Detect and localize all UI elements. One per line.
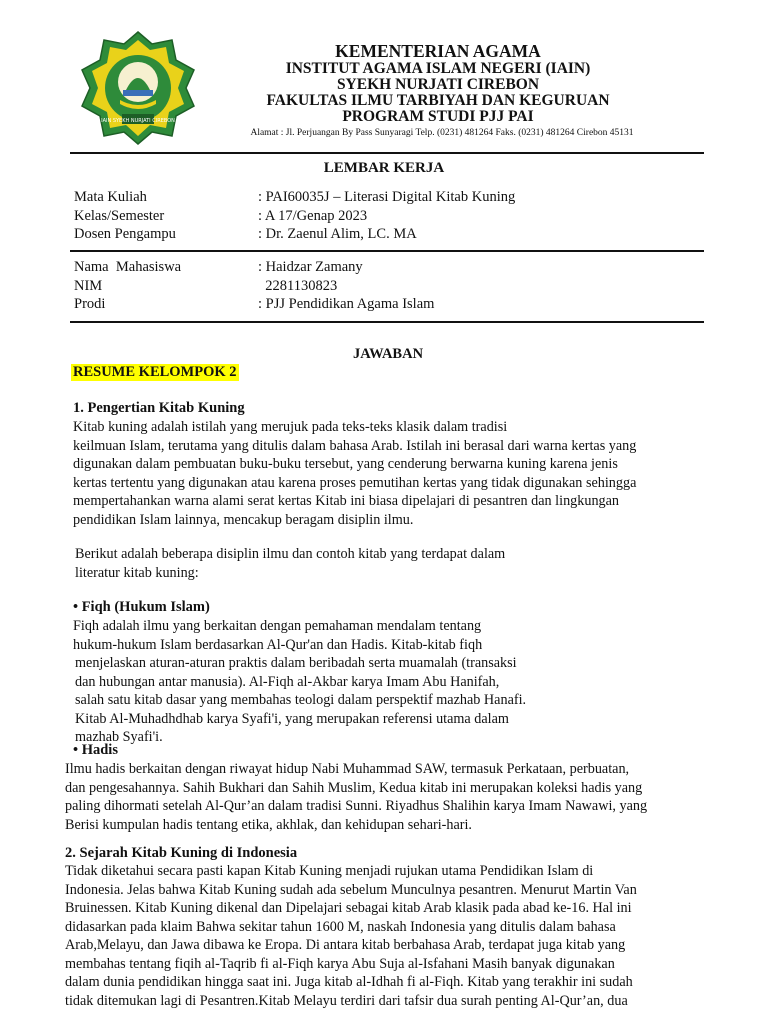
section-1-paragraph-2 [75,545,505,582]
info-divider [70,250,704,252]
hadis-heading: • Hadis [73,742,118,758]
text-line: Arab,Melayu, dan Jawa dibawa ke Eropa. Di antara kitab berbahasa Arab, terdapat juga kitab yang [65,937,626,953]
iain-logo-icon [76,30,200,146]
institution-address: Alamat : Jl. Perjuangan By Pass Sunyaragi Telp. (0231) 481264 Faks. (0231) 481264 Cirebon 45131 [250,128,634,138]
text-line: dan hubungan antar manusia). Al-Fiqh al-Akbar karya Imam Abu Hanifah, [75,673,500,690]
letterhead [240,42,636,125]
text-line: menjelaskan aturan-aturan praktis dalam beribadah serta muamalah (transaksi [75,655,517,671]
text-line: Berikut adalah beberapa disiplin ilmu dan contoh kitab yang terdapat dalam [75,546,506,562]
text-line: hukum-hukum Islam berdasarkan Al-Qur'an dan Hadis. Kitab-kitab fiqh [73,636,483,653]
text-line: keilmuan Islam, terutama yang ditulis dalam bahasa Arab. Istilah ini berasal dari warna kertas yang [73,437,637,454]
text-line: Berisi kumpulan hadis tentang etika, akhlak, dan kehidupan sehari-hari. [65,816,472,833]
info-row-course [74,188,515,207]
hadis-paragraph [65,760,647,834]
header-divider [70,152,704,154]
info-row-name [74,258,434,277]
text-line: literatur kitab kuning: [75,564,199,581]
info-label: Mata Kuliah [74,189,147,205]
text-line: pendidikan Islam lainnya, mencakup beragam disiplin ilmu. [73,511,414,528]
text-line: Bruinessen. Kitab Kuning dikenal dan Dipelajari sebagai kitab Arab klasik pada abad ke-16. Hal ini [65,900,632,916]
info-value: : Haidzar Zamany [258,259,363,275]
text-line: digunakan dalam pembuatan buku-buku tersebut, yang cenderung berwarna kuning karena jenis [73,456,618,472]
info-value: : PAI60035J – Literasi Digital Kitab Kuning [258,189,516,205]
fiqh-paragraph [73,617,526,747]
section-1-paragraph-1 [73,418,636,529]
info-label: Kelas/Semester [74,207,165,224]
text-line: mazhab Syafi'i. [75,729,163,745]
section-1-heading: 1. Pengertian Kitab Kuning [73,400,245,416]
info-value: : Dr. Zaenul Alim, LC. MA [258,226,417,242]
text-line: mempertahankan warna alami serat kertas Kitab ini biasa dipelajari di pesantren dan lingkungan [73,493,620,509]
text-line: Kitab kuning adalah istilah yang merujuk pada teks-teks klasik dalam tradisi [73,419,508,435]
info-value: : A 17/Genap 2023 [258,207,368,224]
student-info [74,258,434,314]
text-line: Fiqh adalah ilmu yang berkaitan dengan pemahaman mendalam tentang [73,618,482,634]
info-label: Dosen Pengampu [74,226,176,242]
ministry-name: KEMENTERIAN AGAMA [335,41,541,61]
faculty-name: FAKULTAS ILMU TARBIYAH DAN KEGURUAN [266,92,610,109]
text-line: paling dihormati setelah Al-Qur’an dalam tradisi Sunni. Riyadhus Shalihin karya Imam Nawawi, yang [65,798,648,814]
resume-label: RESUME KELOMPOK 2 [73,364,237,380]
text-line: dalam dunia pendidikan hingga saat ini. Juga kitab al-Idhah fi al-Fiqh. Kitab yang terakhir ini sudah [65,974,633,990]
institute-subname: SYEKH NURJATI CIREBON [336,76,540,93]
document-title: LEMBAR KERJA [323,160,445,176]
text-line: salah satu kitab dasar yang membahas teologi dalam perspektif mazhab Hanafi. [75,692,527,708]
info-label: NIM [74,277,103,294]
info-row-nim [74,277,434,296]
info-row-prodi [74,295,434,314]
fiqh-heading: • Fiqh (Hukum Islam) [73,599,210,615]
info-row-lecturer [74,225,515,244]
answer-title: JAWABAN [352,346,424,362]
text-line: membahas tentang fiqih al-Taqrib fi al-Fiqh karya Abu Suja al-Isfahani Masih banyak digunakan [65,955,615,972]
text-line: Ilmu hadis berkaitan dengan riwayat hidup Nabi Muhammad SAW, termasuk Perkataan, perbuatan, [65,761,630,777]
text-line: tidak ditemukan lagi di Pesantren.Kitab Melayu terdiri dari tafsir dua surah penting Al-Qur’an, dua [65,992,628,1009]
program-name: PROGRAM STUDI PJJ PAI [342,108,534,125]
info-label: Nama Mahasiswa [74,259,182,275]
text-line: dan pengesahannya. Sahih Bukhari dan Sahih Muslim, Kedua kitab ini merupakan koleksi hadis yang [65,779,643,796]
info-value: 2281130823 [258,277,338,294]
text-line: Indonesia. Jelas bahwa Kitab Kuning sudah ada sebelum Munculnya pesantren. Menurut Martin Van [65,881,637,898]
text-line: Tidak diketahui secara pasti kapan Kitab Kuning menjadi rujukan utama Pendidikan Islam di [65,863,594,879]
logo-text: IAIN SYEKH NURJATI CIREBON [101,118,175,124]
text-line: kertas tertentu yang digunakan atau karena proses pemutihan kertas yang tidak digunakan sehingga [73,474,637,491]
course-info [74,188,515,244]
student-divider [70,321,704,323]
info-row-class [74,207,515,226]
text-line: didasarkan pada klaim Bahwa sekitar tahun 1600 M, naskah Indonesia yang ditulis dalam bahasa [65,918,616,935]
info-value: : PJJ Pendidikan Agama Islam [258,296,435,312]
info-label: Prodi [74,296,106,312]
section-2-paragraph [65,862,637,1010]
text-line: Kitab Al-Muhadhdhab karya Syafi'i, yang merupakan referensi utama dalam [75,710,509,727]
institute-name: INSTITUT AGAMA ISLAM NEGERI (IAIN) [285,60,591,77]
section-2-heading: 2. Sejarah Kitab Kuning di Indonesia [65,845,298,861]
